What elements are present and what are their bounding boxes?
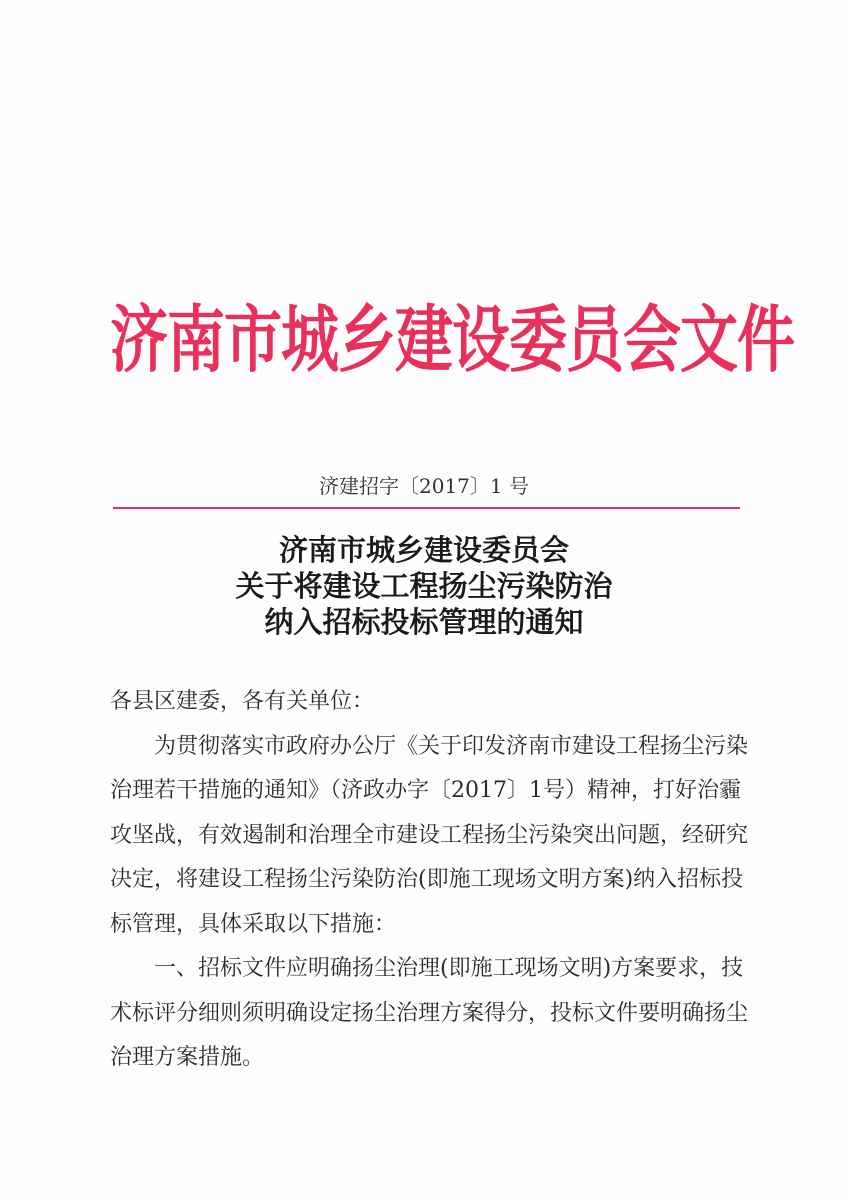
body-line: 标管理，具体采取以下措施： bbox=[110, 911, 397, 937]
title-line: 关于将建设工程扬尘污染防治 bbox=[235, 569, 613, 603]
title-line: 纳入招标投标管理的通知 bbox=[264, 605, 584, 639]
body-line: 术标评分细则须明确设定扬尘治理方案得分，投标文件要明确扬尘 bbox=[110, 1000, 749, 1026]
header-divider bbox=[113, 507, 740, 509]
document-number: 济建招字〔2017〕1 号 bbox=[319, 474, 529, 498]
body-line: 为贯彻落实市政府办公厅《关于印发济南市建设工程扬尘污染 bbox=[154, 733, 749, 759]
body-line: 攻坚战，有效遏制和治理全市建设工程扬尘污染突出问题，经研究 bbox=[110, 822, 749, 848]
notice-title bbox=[0, 532, 848, 640]
body-line: 决定，将建设工程扬尘污染防治(即施工现场文明方案)纳入招标投 bbox=[110, 867, 744, 892]
body-line: 治理方案措施。 bbox=[110, 1045, 265, 1070]
document-header: 济南市城乡建设委员会文件 bbox=[110, 297, 795, 383]
title-line: 济南市城乡建设委员会 bbox=[278, 533, 569, 567]
body-line: 治理若干措施的通知》（济政办字〔2017〕1号）精神，打好治霾 bbox=[110, 778, 741, 803]
salutation: 各县区建委，各有关单位： bbox=[110, 689, 375, 714]
body-line: 一、招标文件应明确扬尘治理(即施工现场文明)方案要求，技 bbox=[154, 956, 744, 981]
notice-body bbox=[110, 680, 780, 1081]
